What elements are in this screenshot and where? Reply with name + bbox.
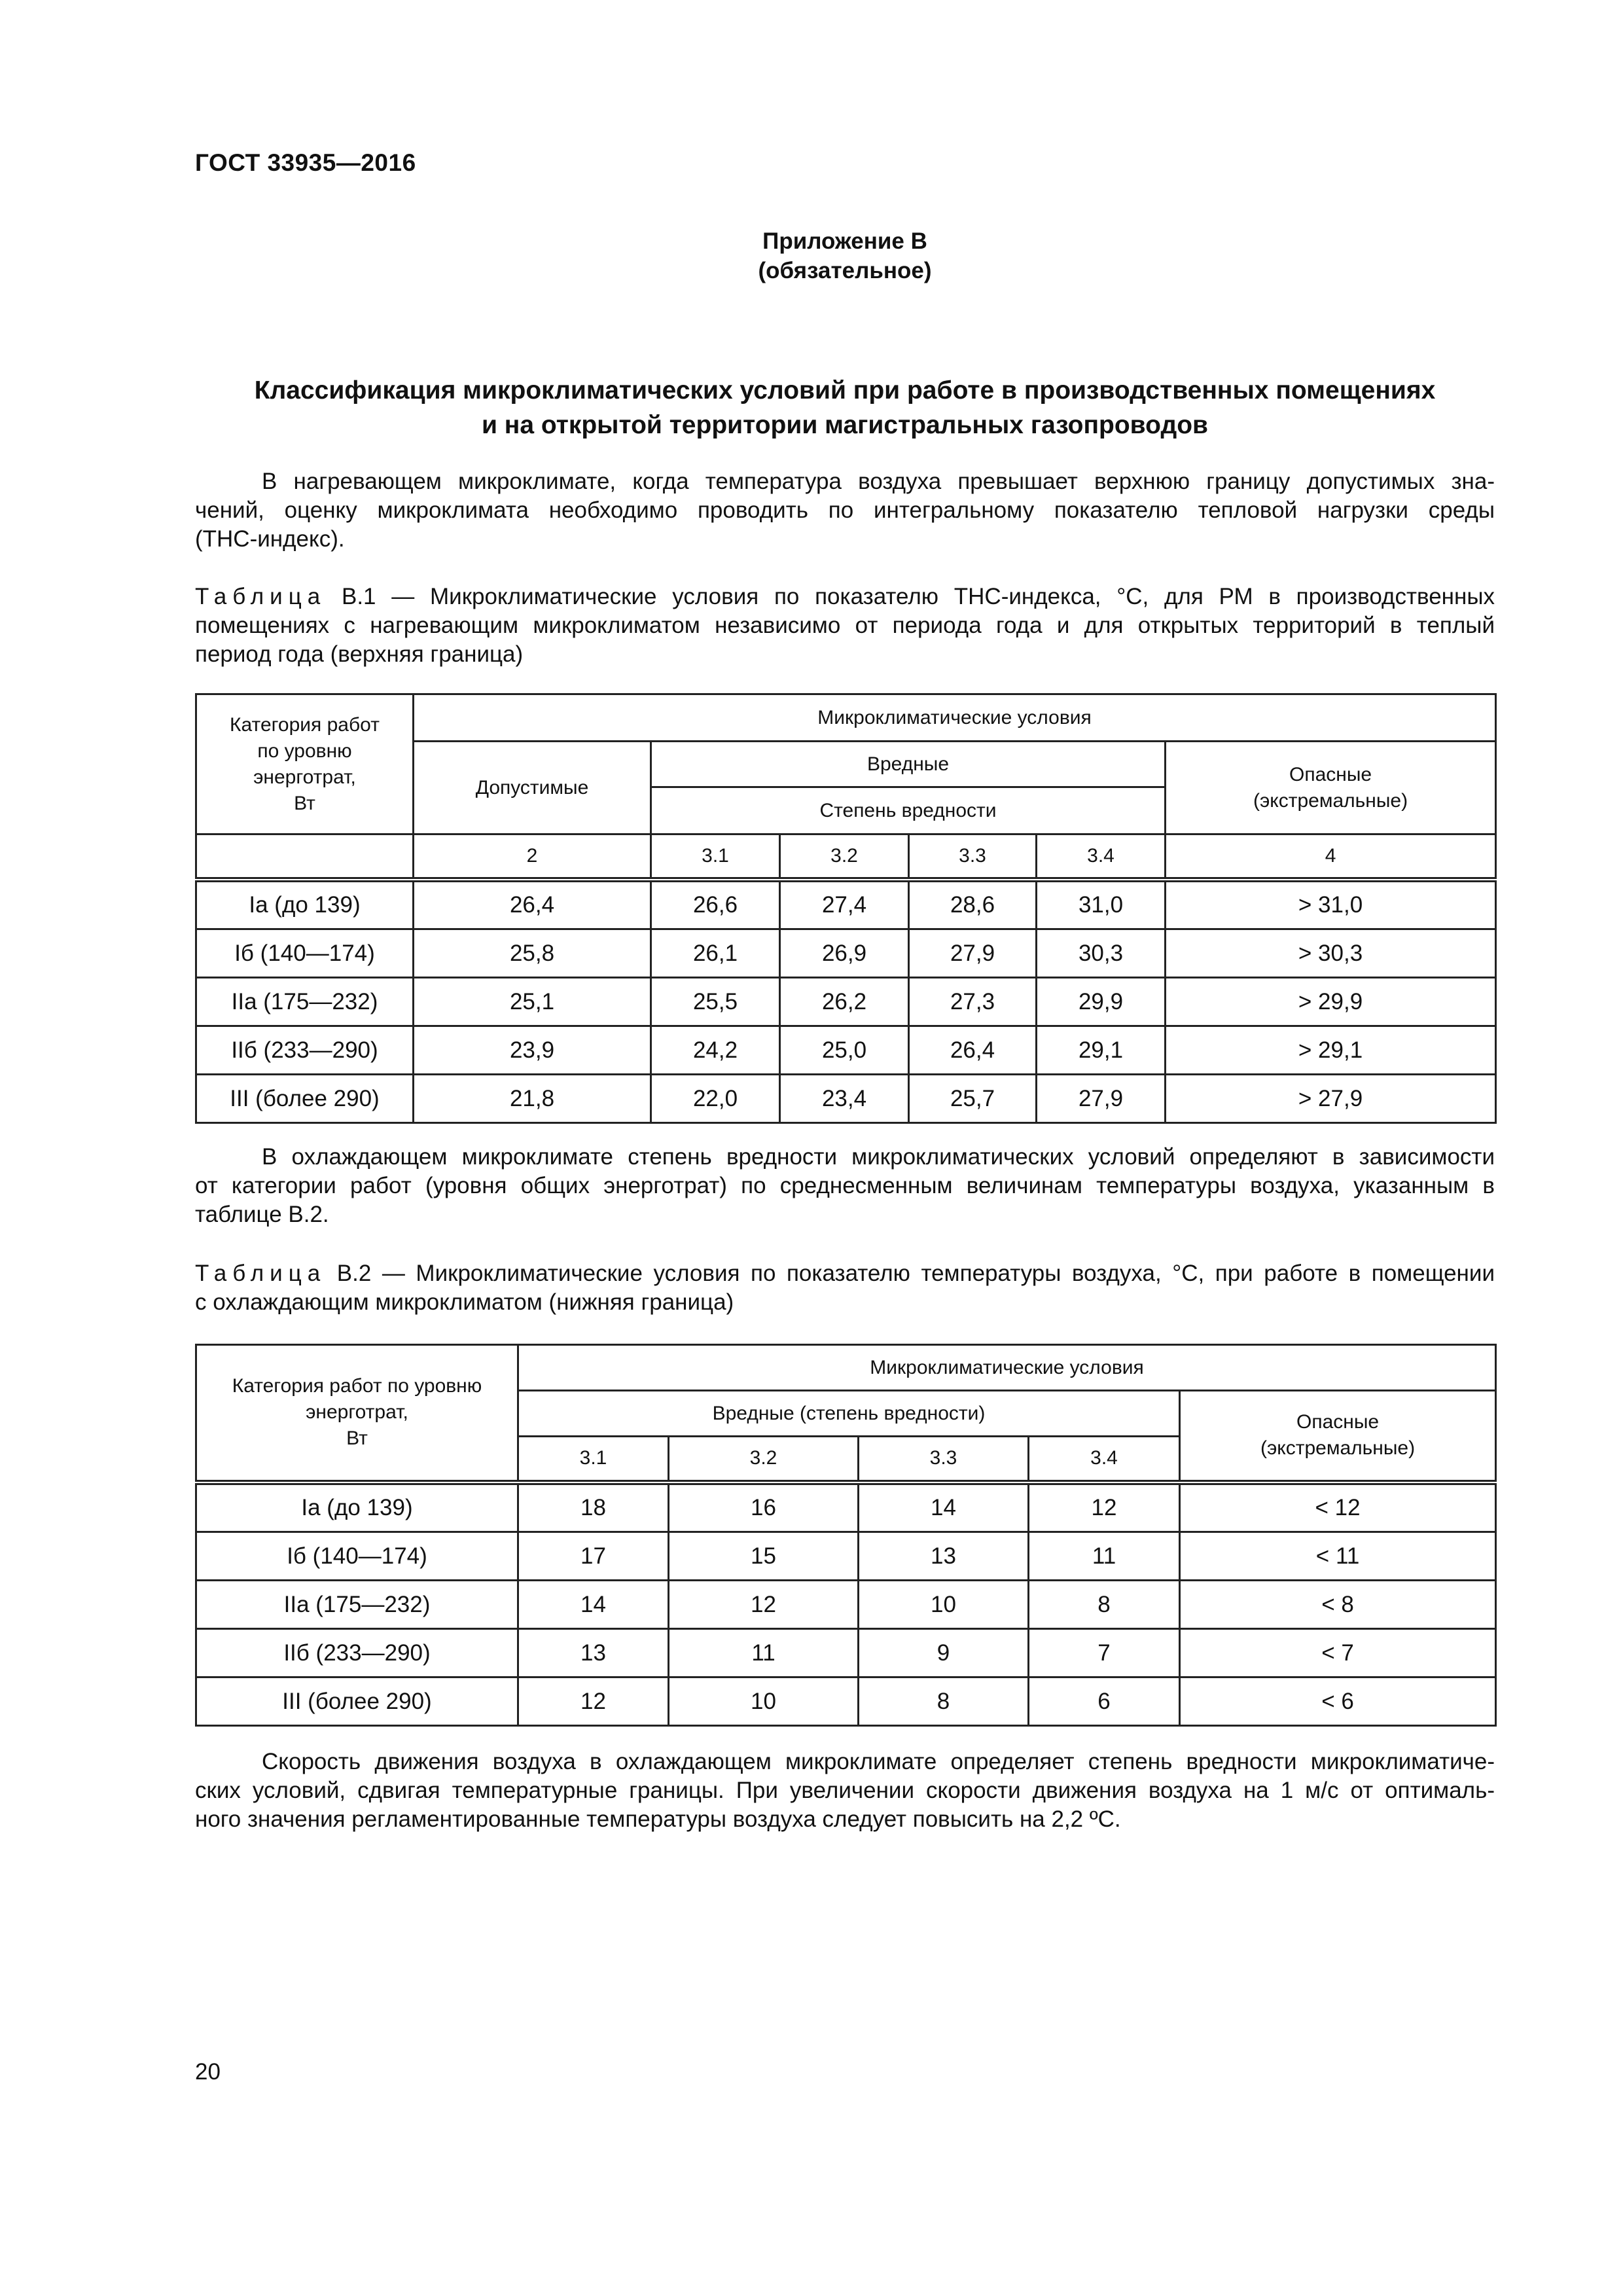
table-cell: 13 <box>859 1532 1029 1581</box>
table-cell: 29,9 <box>1037 978 1166 1026</box>
caption-text: В.2 — Микроклиматические условия по показателю температуры воздуха, °С, при работе в помещении <box>336 1261 1495 1286</box>
table-cell: Iб (140—174) <box>196 929 414 978</box>
standard-id: ГОСТ 33935—2016 <box>195 149 416 176</box>
table-cell: III (более 290) <box>196 1677 518 1726</box>
table-cell: 26,1 <box>651 929 780 978</box>
table-row <box>196 880 1496 929</box>
table1-harmful-header: Вредные <box>651 742 1166 787</box>
table-row <box>196 1482 1496 1532</box>
table-row <box>196 1581 1496 1629</box>
table2 <box>195 1344 1497 1727</box>
middle-paragraph <box>195 1143 1495 1229</box>
table-cell: 12 <box>518 1677 669 1726</box>
table-cell: 29,1 <box>1037 1026 1166 1075</box>
table1-col-number: 3.2 <box>780 834 909 880</box>
table-row <box>196 978 1496 1026</box>
annex-title: Приложение В <box>762 228 927 254</box>
caption-label: Таблица <box>195 1261 327 1286</box>
table-cell: 26,9 <box>780 929 909 978</box>
table-cell: 9 <box>859 1629 1029 1677</box>
header-line: Опасные <box>1289 763 1372 785</box>
table-row <box>196 1026 1496 1075</box>
table-cell: III (более 290) <box>196 1075 414 1123</box>
table-cell: 25,8 <box>414 929 651 978</box>
table-cell: Iб (140—174) <box>196 1532 518 1581</box>
table1-caption <box>195 583 1495 669</box>
table-cell: 16 <box>669 1482 859 1532</box>
intro-paragraph <box>195 467 1495 554</box>
table-cell: 27,9 <box>909 929 1037 978</box>
paragraph-line: от категории работ (уровня общих энерготрат) по среднесменным величинам температуры воздуха, указанным в <box>195 1173 1495 1198</box>
table1-col-number: 2 <box>414 834 651 880</box>
table-cell: 26,4 <box>414 880 651 929</box>
table-cell: 24,2 <box>651 1026 780 1075</box>
table1-category-header <box>196 694 414 834</box>
caption-line: с охлаждающим микроклиматом (нижняя граница) <box>195 1289 734 1315</box>
table-cell: < 7 <box>1180 1629 1496 1677</box>
table1-col-number <box>196 834 414 880</box>
table-cell: 25,0 <box>780 1026 909 1075</box>
table-cell: 31,0 <box>1037 880 1166 929</box>
paragraph-line: чений, оценку микроклимата необходимо проводить по интегральному показателю тепловой нагрузки среды <box>195 497 1495 523</box>
table1 <box>195 693 1497 1124</box>
table-cell: 15 <box>669 1532 859 1581</box>
table-cell: 25,7 <box>909 1075 1037 1123</box>
caption-label: Таблица <box>195 584 327 609</box>
paragraph-line: (ТНС-индекс). <box>195 526 345 552</box>
caption-text: В.1 — Микроклиматические условия по показателю ТНС-индекса, °С, для РМ в производственных <box>341 584 1495 609</box>
table-cell: 26,4 <box>909 1026 1037 1075</box>
table-cell: 8 <box>1029 1581 1180 1629</box>
paragraph-line: ских условий, сдвигая температурные границы. При увеличении скорости движения воздуха на 1 м/с от оптималь- <box>195 1778 1495 1803</box>
paragraph-line: В охлаждающем микроклимате степень вредности микроклиматических условий определяют в зависимости <box>262 1144 1495 1170</box>
table-cell: 11 <box>1029 1532 1180 1581</box>
header-line: по уровню <box>257 740 352 762</box>
header-line: Опасные <box>1296 1411 1380 1433</box>
table-cell: 25,1 <box>414 978 651 1026</box>
table-cell: 12 <box>1029 1482 1180 1532</box>
table1-col-number: 4 <box>1166 834 1496 880</box>
annex-status: (обязательное) <box>758 258 932 283</box>
table-cell: 7 <box>1029 1629 1180 1677</box>
table2-col-number: 3.2 <box>669 1437 859 1482</box>
table-cell: 14 <box>518 1581 669 1629</box>
table1-col-number: 3.4 <box>1037 834 1166 880</box>
table1-conditions-header: Микроклиматические условия <box>414 694 1496 742</box>
caption-line <box>195 583 1495 611</box>
table1-allowable-header: Допустимые <box>414 742 651 834</box>
table-cell: 11 <box>669 1629 859 1677</box>
table2-harmful-header: Вредные (степень вредности) <box>518 1391 1180 1437</box>
table2-col-number: 3.4 <box>1029 1437 1180 1482</box>
table1-col-number: 3.1 <box>651 834 780 880</box>
table-cell: 10 <box>669 1677 859 1726</box>
header-line: энерготрат, <box>306 1401 408 1424</box>
table-cell: > 27,9 <box>1166 1075 1496 1123</box>
page-number: 20 <box>195 2059 221 2085</box>
table-cell: < 11 <box>1180 1532 1496 1581</box>
table1-dangerous-header <box>1166 742 1496 834</box>
caption-line <box>195 1259 1495 1288</box>
table-cell: < 8 <box>1180 1581 1496 1629</box>
table-cell: 26,6 <box>651 880 780 929</box>
table-cell: IIб (233—290) <box>196 1026 414 1075</box>
table-row <box>196 1532 1496 1581</box>
table-cell: 23,4 <box>780 1075 909 1123</box>
header-line: Категория работ по уровню <box>232 1375 482 1397</box>
table1-col-number: 3.3 <box>909 834 1037 880</box>
table-cell: 27,9 <box>1037 1075 1166 1123</box>
table-cell: < 6 <box>1180 1677 1496 1726</box>
table-cell: > 30,3 <box>1166 929 1496 978</box>
paragraph-line: таблице В.2. <box>195 1202 329 1227</box>
table-cell: Iа (до 139) <box>196 880 414 929</box>
table-cell: 18 <box>518 1482 669 1532</box>
table-row <box>196 1629 1496 1677</box>
table2-col-number: 3.3 <box>859 1437 1029 1482</box>
header-line: Категория работ <box>230 713 380 736</box>
table-cell: 13 <box>518 1629 669 1677</box>
table-cell: 6 <box>1029 1677 1180 1726</box>
table-cell: 8 <box>859 1677 1029 1726</box>
table-row <box>196 1677 1496 1726</box>
table-cell: 12 <box>669 1581 859 1629</box>
table-cell: 17 <box>518 1532 669 1581</box>
table-cell: > 29,1 <box>1166 1026 1496 1075</box>
header-line: энерготрат, <box>253 766 356 788</box>
section-title <box>195 373 1495 442</box>
header-line: (экстремальные) <box>1260 1437 1416 1460</box>
table-cell: 14 <box>859 1482 1029 1532</box>
caption-line: период года (верхняя граница) <box>195 641 524 667</box>
table-cell: > 31,0 <box>1166 880 1496 929</box>
table-cell: 27,4 <box>780 880 909 929</box>
table-cell: IIа (175—232) <box>196 1581 518 1629</box>
table2-caption <box>195 1259 1495 1317</box>
table1-harm-degree-header: Степень вредности <box>651 787 1166 834</box>
table-cell: Iа (до 139) <box>196 1482 518 1532</box>
table-cell: 26,2 <box>780 978 909 1026</box>
table-cell: 22,0 <box>651 1075 780 1123</box>
table-cell: 27,3 <box>909 978 1037 1026</box>
table-cell: > 29,9 <box>1166 978 1496 1026</box>
header-line: Вт <box>346 1427 368 1450</box>
table-cell: 21,8 <box>414 1075 651 1123</box>
table-cell: 25,5 <box>651 978 780 1026</box>
paragraph-line: ного значения регламентированные температуры воздуха следует повысить на 2,2 ºС. <box>195 1806 1121 1832</box>
table-cell: 23,9 <box>414 1026 651 1075</box>
table2-col-number: 3.1 <box>518 1437 669 1482</box>
table2-dangerous-header <box>1180 1391 1496 1482</box>
paragraph-line: Скорость движения воздуха в охлаждающем микроклимате определяет степень вредности микроклиматиче- <box>262 1749 1495 1774</box>
table2-category-header <box>196 1345 518 1482</box>
table-cell: IIа (175—232) <box>196 978 414 1026</box>
table-row <box>196 929 1496 978</box>
section-title-line: Классификация микроклиматических условий при работе в производственных помещениях <box>254 376 1436 404</box>
table2-conditions-header: Микроклиматические условия <box>518 1345 1496 1391</box>
table-cell: < 12 <box>1180 1482 1496 1532</box>
table-cell: 10 <box>859 1581 1029 1629</box>
paragraph-line: В нагревающем микроклимате, когда температура воздуха превышает верхнюю границу допустимых зна- <box>262 469 1495 494</box>
header-line: (экстремальные) <box>1253 789 1408 812</box>
table-cell: IIб (233—290) <box>196 1629 518 1677</box>
table-row <box>196 1075 1496 1123</box>
section-title-line: и на открытой территории магистральных газопроводов <box>482 411 1208 439</box>
header-line: Вт <box>294 792 315 814</box>
final-paragraph <box>195 1748 1495 1834</box>
table-cell: 28,6 <box>909 880 1037 929</box>
caption-line: помещениях с нагревающим микроклиматом независимо от периода года и для открытых территорий в теплый <box>195 613 1495 638</box>
table-cell: 30,3 <box>1037 929 1166 978</box>
